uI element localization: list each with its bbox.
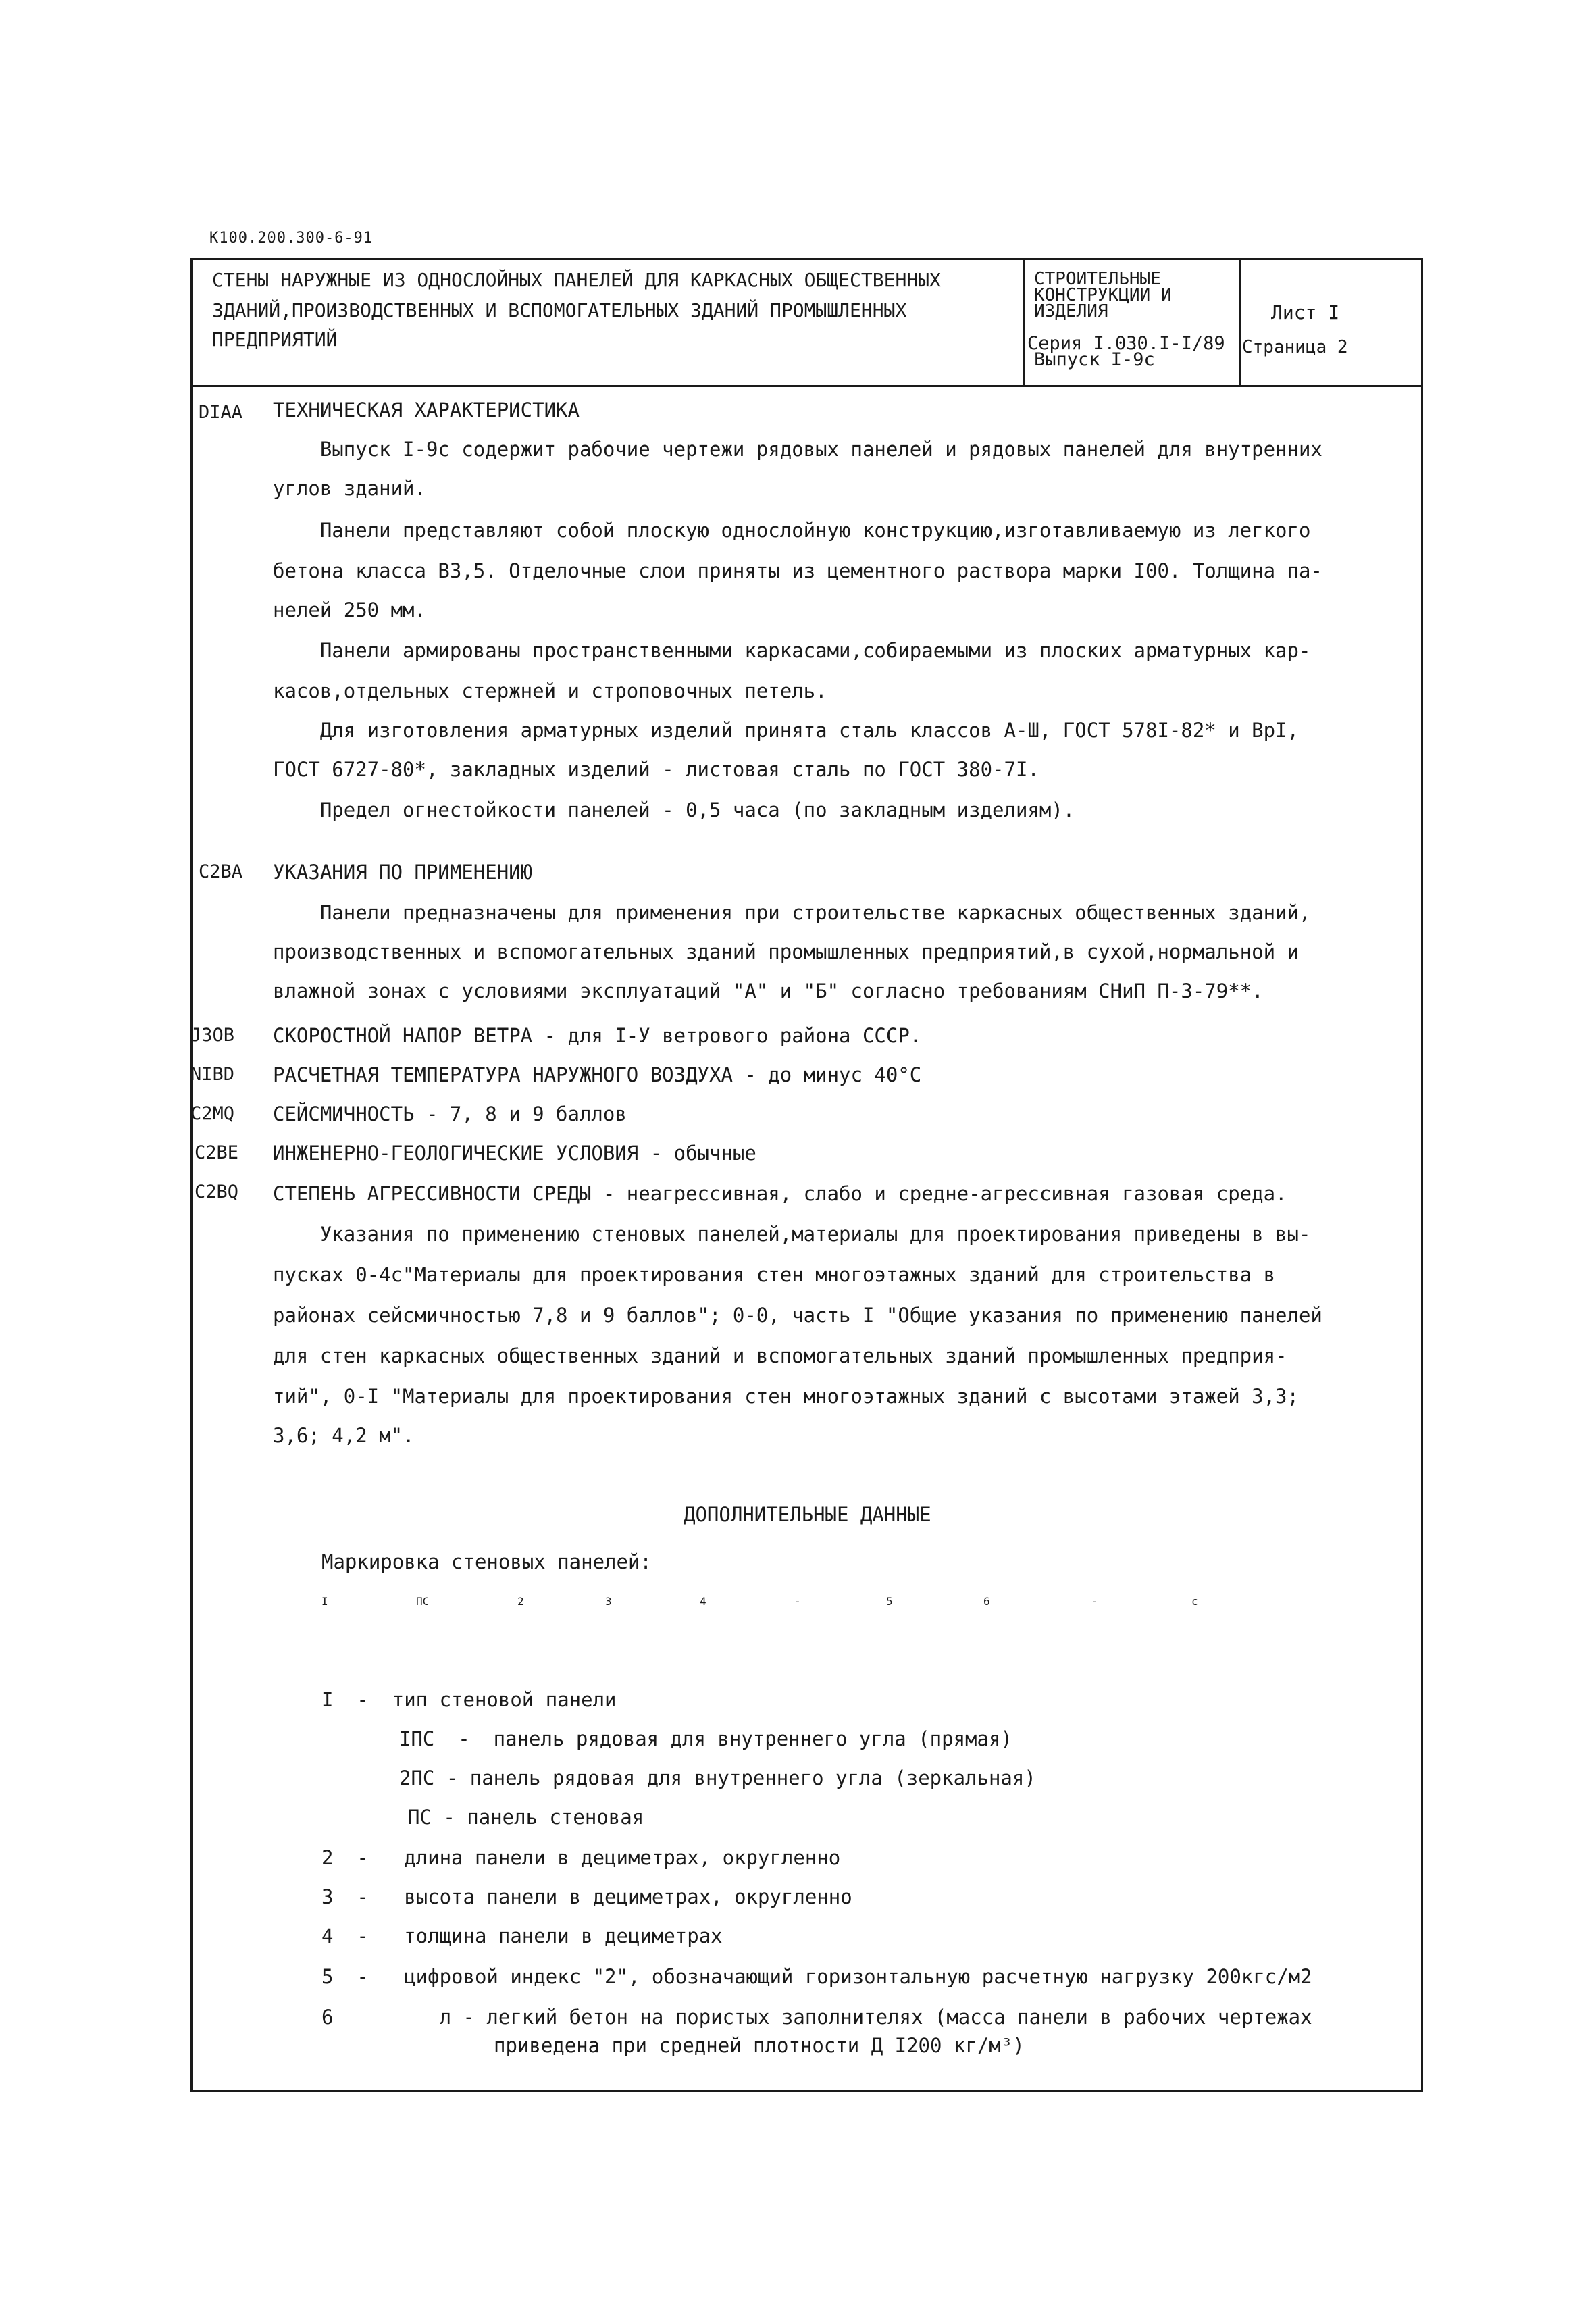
legend-line: 5 - цифровой индекс "2", обозначающий горизонтальную расчетную нагрузку 200кгс/м2 <box>321 1965 1312 1988</box>
paragraph-line: СТЕПЕНЬ АГРЕССИВНОСТИ СРЕДЫ - неагрессивная, слабо и средне-агрессивная газовая среда. <box>273 1182 1287 1205</box>
code-mark: NIBD <box>190 1064 235 1085</box>
category-line-1: СТРОИТЕЛЬНЫЕ <box>1034 269 1161 289</box>
category-line-2: КОНСТРУКЦИИ И <box>1034 285 1172 305</box>
paragraph-line: Предел огнестойкости панелей - 0,5 часа (по закладным изделиям). <box>273 798 1075 821</box>
marking-token: - <box>1091 1595 1098 1608</box>
paragraph-line: ГОСТ 6727-80*, закладных изделий - листовая сталь по ГОСТ 380-7I. <box>273 758 1039 781</box>
document-code: К100.200.300-6-91 <box>209 230 374 247</box>
marking-token: 3 <box>605 1595 612 1608</box>
paragraph-line: Указания по применению стеновых панелей,материалы для проектирования приведены в вы- <box>273 1223 1311 1246</box>
paragraph-line: Для изготовления арматурных изделий принята сталь классов А-Ш, ГОСТ 578I-82* и ВрI, <box>273 719 1299 742</box>
paragraph-line: СЕЙСМИЧНОСТЬ - 7, 8 и 9 баллов <box>273 1102 627 1125</box>
paragraph-line: РАСЧЕТНАЯ ТЕМПЕРАТУРА НАРУЖНОГО ВОЗДУХА - до минус 40°С <box>273 1063 922 1086</box>
paragraph-line: СКОРОСТНОЙ НАПОР ВЕТРА - для I-У ветрового района СССР. <box>273 1024 922 1047</box>
divider <box>1023 260 1025 385</box>
paragraph-line: касов,отдельных стержней и строповочных петель. <box>273 680 827 703</box>
legend-line: 2 - длина панели в дециметрах, округленно <box>321 1846 841 1869</box>
paragraph-line: Панели предназначены для применения при строительстве каркасных общественных зданий, <box>273 901 1311 924</box>
legend-line: 6 л - легкий бетон на пористых заполнителях (масса панели в рабочих чертежах <box>321 2006 1312 2029</box>
section-heading: ТЕХНИЧЕСКАЯ ХАРАКТЕРИСТИКА <box>273 399 580 422</box>
paragraph-line: Панели армированы пространственными каркасами,собираемыми из плоских арматурных кар- <box>273 639 1311 662</box>
marking-token: 4 <box>700 1595 706 1608</box>
code-mark: DIAA <box>199 402 243 423</box>
paragraph-line: районах сейсмичностью 7,8 и 9 баллов"; 0-0, часть I "Общие указания по применению панелей <box>273 1304 1322 1327</box>
legend-line: I - тип стеновой панели <box>321 1688 617 1711</box>
legend-line: 4 - толщина панели в дециметрах <box>321 1925 723 1948</box>
legend-line: IПС - панель рядовая для внутреннего угла (прямая) <box>399 1727 1012 1750</box>
legend-line: приведена при средней плотности Д I200 кг/м³) <box>494 2034 1025 2057</box>
category-line-3: ИЗДЕЛИЯ <box>1034 301 1108 322</box>
code-mark: C2BE <box>195 1142 239 1163</box>
divider <box>1239 260 1241 385</box>
code-mark: J3OB <box>190 1025 235 1046</box>
paragraph-line: производственных и вспомогательных зданий промышленных предприятий,в сухой,нормальной и <box>273 940 1299 963</box>
title-line-3: ПРЕДПРИЯТИЙ <box>212 328 338 351</box>
legend-line: 2ПС - панель рядовая для внутреннего угла (зеркальная) <box>399 1766 1036 1789</box>
marking-token: I <box>321 1595 328 1608</box>
page-label: Страница 2 <box>1242 337 1348 357</box>
title-line-2: ЗДАНИЙ,ПРОИЗВОДСТВЕННЫХ И ВСПОМОГАТЕЛЬНЫХ ЗДАНИЙ ПРОМЫШЛЕННЫХ <box>212 299 907 322</box>
paragraph-line: Панели представляют собой плоскую однослойную конструкцию,изготавливаемую из легкого <box>273 519 1311 542</box>
paragraph-line: бетона класса В3,5. Отделочные слои приняты из цементного раствора марки I00. Толщина па- <box>273 559 1322 582</box>
marking-scheme <box>321 1595 1335 1622</box>
marking-token: с <box>1191 1595 1198 1608</box>
marking-token: - <box>794 1595 801 1608</box>
issue-label: Выпуск I-9с <box>1034 349 1155 370</box>
paragraph-line: для стен каркасных общественных зданий и вспомогательных зданий промышленных предприя- <box>273 1344 1287 1367</box>
paragraph-line: пусках 0-4с"Материалы для проектирования стен многоэтажных зданий для строительства в <box>273 1263 1276 1286</box>
paragraph-line: влажной зонах с условиями эксплуатаций "А" и "Б" согласно требованиям СНиП П-3-79**. <box>273 980 1264 1002</box>
marking-token: ПС <box>416 1595 430 1608</box>
code-mark: C2MQ <box>190 1103 235 1124</box>
paragraph-line: Выпуск I-9с содержит рабочие чертежи рядовых панелей и рядовых панелей для внутренних <box>273 438 1322 461</box>
section-heading: УКАЗАНИЯ ПО ПРИМЕНЕНИЮ <box>273 861 533 884</box>
title-block <box>193 260 1421 387</box>
paragraph-line: тий", 0-I "Материалы для проектирования стен многоэтажных зданий с высотами этажей 3,3; <box>273 1385 1299 1408</box>
sheet-label: Лист I <box>1271 301 1340 324</box>
marking-token: 5 <box>886 1595 893 1608</box>
extra-title: ДОПОЛНИТЕЛЬНЫЕ ДАННЫЕ <box>684 1503 931 1526</box>
paragraph-line: 3,6; 4,2 м". <box>273 1424 415 1447</box>
marking-label: Маркировка стеновых панелей: <box>321 1550 652 1573</box>
paragraph-line: углов зданий. <box>273 477 426 500</box>
legend-line: 3 - высота панели в дециметрах, округленно <box>321 1885 852 1908</box>
marking-token: 6 <box>983 1595 990 1608</box>
series-label: Серия I.030.I-I/89 <box>1027 333 1225 354</box>
legend-line: ПС - панель стеновая <box>408 1806 644 1829</box>
code-mark: C2BQ <box>195 1181 239 1202</box>
paragraph-line: ИНЖЕНЕРНО-ГЕОЛОГИЧЕСКИЕ УСЛОВИЯ - обычные <box>273 1142 756 1165</box>
title-line-1: СТЕНЫ НАРУЖНЫЕ ИЗ ОДНОСЛОЙНЫХ ПАНЕЛЕЙ ДЛЯ КАРКАСНЫХ ОБЩЕСТВЕННЫХ <box>212 269 941 291</box>
paragraph-line: нелей 250 мм. <box>273 599 426 621</box>
document-frame <box>190 258 1423 2092</box>
code-mark: C2BA <box>199 861 243 882</box>
marking-token: 2 <box>517 1595 524 1608</box>
